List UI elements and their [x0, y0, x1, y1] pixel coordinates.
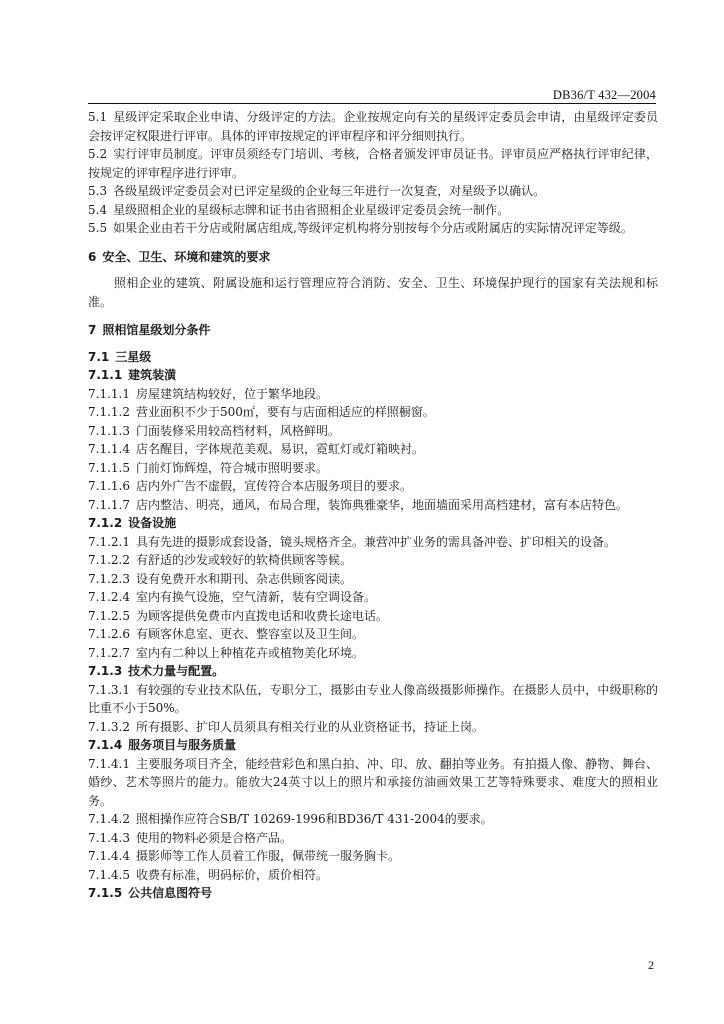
clause-7-1-2-2: [88, 551, 658, 570]
clause-number: 7.1.2.7: [88, 645, 130, 660]
clause-7-1-4-5: [88, 866, 658, 885]
clause-text: 房屋建筑结构较好，位于繁华地段。: [135, 386, 328, 401]
subsection-number: 7.1.5: [88, 886, 123, 900]
clause-number: 7.1.3.2: [88, 719, 130, 734]
section-6-heading: [88, 248, 658, 267]
clause-text: 主要服务项目齐全，能经营彩色和黑白拍、冲、印、放、翻拍等业务。有拍摄人像、静物、舞台、婚纱、艺术等照片的能力。能放大24英寸以上的照片和承接仿油画效果工艺等特殊要求、难度大的照相业务。: [88, 756, 658, 808]
clause-text: 如果企业由若干分店或附属店组成,等级评定机构将分别按每个分店或附属店的实际情况评定等级。: [113, 221, 633, 235]
clause-text: 实行评审员制度。评审员须经专门培训、考核，合格者颁发评审员证书。评审员应严格执行评审纪律，按规定的评审程序进行评审。: [88, 147, 658, 180]
section-6-paragraph: 照相企业的建筑、附属设施和运行管理应符合消防、安全、卫生、环境保护现行的国家有关法规和标准。: [88, 276, 658, 309]
clause-number: 7.1.2.4: [88, 590, 130, 604]
clause-7-1-4-2: [88, 810, 658, 829]
clause-number: 7.1.2.2: [88, 553, 130, 567]
subsection-title: 公共信息图符号: [128, 886, 213, 900]
clause-7-1-2-4: [88, 588, 658, 607]
clause-5-1: [88, 108, 658, 145]
clause-text: 有顾客休息室、更衣、整容室以及卫生间。: [135, 627, 364, 641]
clause-7-1-3-2: [88, 718, 658, 737]
clause-number: 5.1: [88, 110, 108, 124]
clause-text: 具有先进的摄影成套设备，镜头规格齐全。兼营冲扩业务的需具备冲卷、扩印相关的设备。: [135, 534, 616, 549]
clause-5-4: [88, 201, 658, 220]
clause-7-1-1-3: [88, 422, 658, 441]
subsection-title: 建筑装潢: [128, 368, 177, 382]
subsection-7-1-2: [88, 514, 658, 533]
subsection-7-1-5: [88, 884, 658, 903]
clause-text: 使用的物料必须是合格产品。: [135, 830, 292, 845]
clause-text: 室内有二种以上种植花卉或植物美化环境。: [135, 645, 364, 660]
header-rule: [88, 103, 656, 104]
clause-text: 设有免费开水和期刊、杂志供顾客阅读。: [135, 571, 352, 586]
clause-number: 7.1.3.1: [88, 682, 130, 697]
clause-number: 7.1.1.2: [88, 405, 130, 419]
clause-number: 5.5: [88, 221, 108, 235]
section-title: 照相馆星级划分条件: [102, 323, 211, 337]
clause-7-1-1-7: [88, 496, 658, 515]
clause-text: 收费有标准，明码标价，质价相符。: [135, 867, 328, 882]
document-code: DB36/T 432—2004: [552, 88, 656, 102]
clause-number: 5.4: [88, 202, 108, 217]
clause-number: 7.1.4.1: [88, 756, 130, 771]
subsection-7-1-3: [88, 662, 658, 681]
subsection-7-1-1: [88, 366, 658, 385]
subsection-number: 7.1.4: [88, 738, 123, 752]
clause-text: 营业面积不少于500㎡，要有与店面相适应的样照橱窗。: [135, 405, 435, 419]
clause-number: 7.1.2.3: [88, 571, 130, 586]
clause-number: 7.1.4.5: [88, 867, 130, 882]
clause-number: 7.1.4.4: [88, 849, 130, 863]
clause-5-2: [88, 145, 658, 182]
clause-number: 7.1.2.6: [88, 627, 130, 641]
clause-7-1-1-5: [88, 459, 658, 478]
clause-text: 照相操作应符合SB/T 10269-1996和BD36/T 431-2004的要求。: [135, 812, 493, 826]
clause-number: 7.1.1.7: [88, 497, 130, 512]
clause-number: 7.1.4.3: [88, 830, 130, 845]
clause-text: 所有摄影、扩印人员须具有相关行业的从业资格证书，持证上岗。: [135, 719, 484, 734]
clause-7-1-1-2: [88, 403, 658, 422]
clause-number: 7.1.1.5: [88, 460, 130, 475]
clause-text: 店名醒目，字体规范美观、易识，霓虹灯或灯箱映衬。: [135, 442, 424, 456]
clause-5-5: [88, 219, 658, 238]
clause-7-1-2-5: [88, 607, 658, 626]
clause-number: 7.1.1.1: [88, 386, 130, 401]
clause-number: 5.2: [88, 147, 108, 161]
clause-text: 星级评定采取企业申请、分级评定的方法。企业按规定向有关的星级评定委员会申请，由星级评定委员会按评定权限进行评审。具体的评审按规定的评审程序和评分细则执行。: [88, 110, 658, 143]
clause-7-1-4-1: [88, 755, 658, 811]
clause-7-1-1-6: [88, 477, 658, 496]
clause-7-1-3-1: [88, 681, 658, 718]
subsection-title: 服务项目与服务质量: [128, 738, 237, 752]
subsection-7-1: [88, 348, 658, 367]
clause-7-1-2-6: [88, 625, 658, 644]
subsection-number: 7.1.2: [88, 516, 123, 530]
clause-number: 7.1.1.4: [88, 442, 130, 456]
clause-number: 7.1.1.3: [88, 423, 130, 438]
subsection-number: 7.1.3: [88, 664, 123, 678]
clause-text: 门面装修采用较高档材料，风格鲜明。: [135, 423, 340, 438]
clause-7-1-1-1: [88, 385, 658, 404]
subsection-title: 设备设施: [128, 516, 177, 530]
clause-number: 5.3: [88, 184, 108, 198]
subsection-number: 7.1: [88, 349, 110, 364]
subsection-7-1-4: [88, 736, 658, 755]
clause-text: 有较强的专业技术队伍，专职分工，摄影由专业人像高级摄影师操作。在摄影人员中，中级职称的比重不小于50%。: [88, 682, 658, 715]
section-number: 7: [88, 323, 97, 337]
clause-text: 摄影师等工作人员着工作服，佩带统一服务胸卡。: [135, 849, 400, 863]
clause-7-1-4-4: [88, 847, 658, 866]
clause-text: 店内外广告不虚假，宣传符合本店服务项目的要求。: [135, 479, 412, 493]
clause-number: 7.1.2.5: [88, 608, 130, 623]
clause-text: 为顾客提供免费市内直拨电话和收费长途电话。: [135, 608, 388, 623]
section-title: 安全、卫生、环境和建筑的要求: [102, 249, 271, 264]
page-number: 2: [648, 958, 654, 972]
clause-text: 有舒适的沙发或较好的软椅供顾客等候。: [135, 553, 352, 567]
clause-text: 室内有换气设施，空气清新，装有空调设备。: [135, 590, 376, 604]
clause-number: 7.1.2.1: [88, 534, 130, 549]
clause-number: 7.1.4.2: [88, 812, 130, 826]
section-number: 6: [88, 249, 97, 264]
subsection-number: 7.1.1: [88, 368, 123, 382]
clause-5-3: [88, 182, 658, 201]
document-body: [88, 108, 658, 903]
clause-text: 各级星级评定委员会对已评定星级的企业每三年进行一次复查，对星级予以确认。: [113, 184, 546, 198]
clause-7-1-4-3: [88, 829, 658, 848]
clause-text: 店内整洁、明亮，通风，布局合理，装饰典雅豪华，地面墙面采用高档建材，富有本店特色。: [135, 497, 628, 512]
clause-7-1-1-4: [88, 440, 658, 459]
subsection-title: 三星级: [115, 349, 152, 364]
section-7-heading: [88, 321, 658, 340]
clause-text: 门前灯饰辉煌，符合城市照明要求。: [135, 460, 328, 475]
clause-7-1-2-1: [88, 533, 658, 552]
clause-text: 星级照相企业的星级标志牌和证书由省照相企业星级评定委员会统一制作。: [113, 202, 510, 217]
clause-7-1-2-7: [88, 644, 658, 663]
subsection-title: 技术力量与配置。: [128, 664, 225, 678]
clause-7-1-2-3: [88, 570, 658, 589]
clause-number: 7.1.1.6: [88, 479, 130, 493]
